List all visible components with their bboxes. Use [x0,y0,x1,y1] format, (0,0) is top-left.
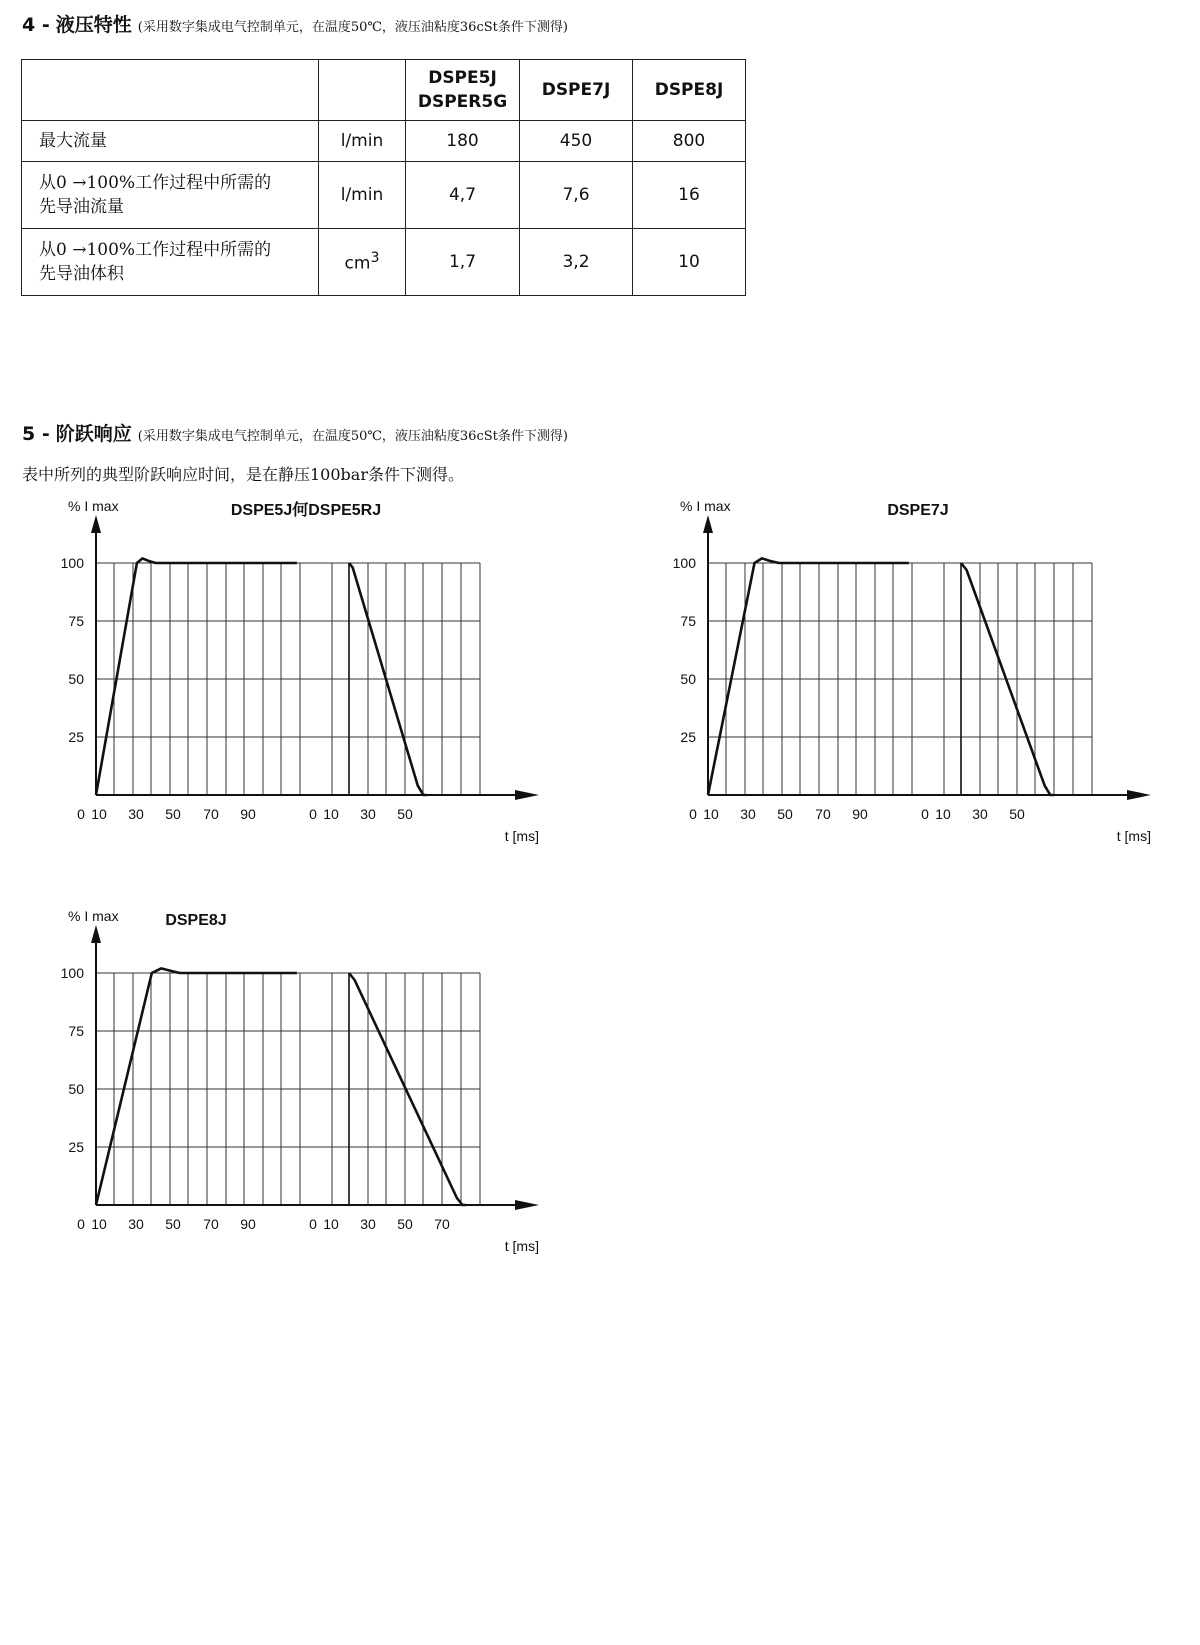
table-header-cell [319,60,406,121]
section-5-number: 5 - [22,423,50,445]
row-value: 16 [633,162,746,229]
header-model-line: DSPE5J [428,68,497,88]
x-axis-arrow [515,790,539,800]
x-tick-label: 70 [203,806,219,822]
table-header-cell [22,60,319,121]
hydraulic-characteristics-table [21,59,746,296]
x-tick-label: 50 [397,1216,413,1232]
row-value: 4,7 [406,162,520,229]
section-4-title: 液压特性 [55,14,132,36]
x-tick-label: 10 [323,1216,339,1232]
step-response-chart-dspe5j [60,498,540,890]
x-axis-arrow [515,1200,539,1210]
chart-grid [96,973,480,1205]
y-tick-label: 50 [68,1081,84,1097]
x-tick-label: 10 [703,806,719,822]
x-tick-label: 10 [935,806,951,822]
x-tick-label: 50 [165,806,181,822]
x-tick-label: 90 [852,806,868,822]
x-tick-label: 90 [240,806,256,822]
row-value: 1,7 [406,229,520,296]
y-tick-label: 100 [60,965,84,981]
x-tick-label: 30 [740,806,756,822]
y-axis-label: % I max [68,498,119,514]
header-model-line: DSPER5G [417,92,508,112]
row-label: 最大流量 [22,121,319,162]
x-tick-label: 0 [309,1216,317,1232]
row-value: 800 [633,121,746,162]
y-tick-label: 100 [672,555,696,571]
y-tick-label: 75 [68,613,84,629]
x-tick-label: 10 [91,806,107,822]
y-tick-label: 25 [68,1139,84,1155]
x-tick-label: 30 [128,806,144,822]
y-tick-label: 50 [680,671,696,687]
row-value: 180 [406,121,520,162]
section-5-note: (采用数字集成电气控制单元，在温度50℃，液压油粘度36cSt条件下测得) [137,429,568,444]
table-header-cell: DSPE8J [633,60,746,121]
x-tick-label: 0 [689,806,697,822]
x-tick-label: 70 [815,806,831,822]
y-tick-label: 25 [68,729,84,745]
section-4-note: (采用数字集成电气控制单元，在温度50℃，液压油粘度36cSt条件下测得) [137,20,568,35]
section-4-number: 4 - [22,14,50,36]
y-tick-label: 50 [68,671,84,687]
row-value: 450 [520,121,633,162]
x-tick-label: 10 [323,806,339,822]
table-header-cell [406,60,520,121]
y-tick-label: 100 [60,555,84,571]
x-tick-label: 70 [203,1216,219,1232]
row-value: 3,2 [520,229,633,296]
x-tick-label: 70 [434,1216,450,1232]
row-unit: l/min [319,121,406,162]
x-tick-label: 0 [309,806,317,822]
y-axis-label: % I max [680,498,731,514]
section-4-heading [22,10,568,37]
y-tick-label: 75 [680,613,696,629]
x-tick-label: 50 [777,806,793,822]
x-tick-label: 50 [1009,806,1025,822]
row-unit: l/min [319,162,406,229]
x-tick-label: 30 [360,1216,376,1232]
section-5-title: 阶跃响应 [55,423,132,445]
y-tick-label: 25 [680,729,696,745]
x-tick-label: 10 [91,1216,107,1232]
row-value: 10 [633,229,746,296]
chart-title: DSPE5J何DSPE5RJ [230,502,382,519]
x-axis-arrow [1127,790,1151,800]
x-axis-label: t [ms] [504,828,539,844]
x-tick-label: 30 [972,806,988,822]
section-5-description: 表中所列的典型阶跃响应时间，是在静压100bar条件下测得。 [22,465,464,484]
x-tick-label: 0 [77,806,85,822]
chart-title: DSPE7J [887,502,949,519]
x-tick-label: 30 [360,806,376,822]
response-curve-switch-on [96,558,297,795]
x-axis-label: t [ms] [1116,828,1151,844]
chart-grid [96,563,480,795]
table-row [22,121,746,162]
table-header-cell: DSPE7J [520,60,633,121]
y-axis-arrow [703,515,713,533]
row-value: 7,6 [520,162,633,229]
step-response-chart-dspe8j [60,908,540,1300]
response-curve-switch-on [96,968,297,1205]
row-label: 从0 →100%工作过程中所需的 先导油体积 [22,229,319,296]
table-row [22,229,746,296]
y-axis-arrow [91,515,101,533]
section-5-heading [22,419,568,446]
x-tick-label: 50 [397,806,413,822]
x-tick-label: 30 [128,1216,144,1232]
x-tick-label: 90 [240,1216,256,1232]
chart-title: DSPE8J [165,912,227,929]
y-tick-label: 75 [68,1023,84,1039]
row-unit: $cm^3$ [319,229,406,296]
x-axis-label: t [ms] [504,1238,539,1254]
x-tick-label: 50 [165,1216,181,1232]
x-tick-label: 0 [77,1216,85,1232]
row-label: 从0 →100%工作过程中所需的 先导油流量 [22,162,319,229]
response-curve-switch-on [708,558,909,795]
table-header-row [22,60,746,121]
step-response-chart-dspe7j [672,498,1152,890]
y-axis-arrow [91,925,101,943]
x-tick-label: 0 [921,806,929,822]
table-row [22,162,746,229]
y-axis-label: % I max [68,908,119,924]
